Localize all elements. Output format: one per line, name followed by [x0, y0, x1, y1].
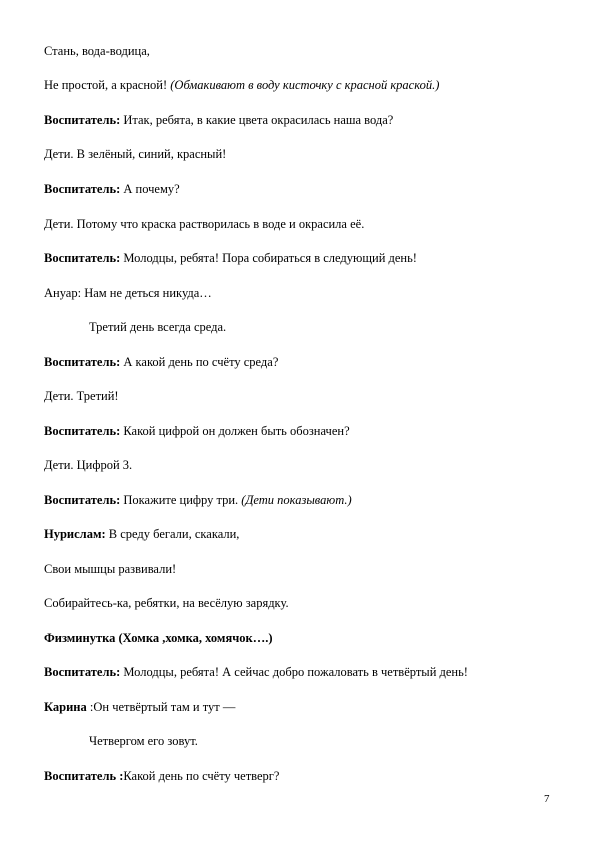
speaker: Карина [44, 700, 87, 714]
text-line: Дети. Цифрой 3. [44, 458, 133, 472]
speaker: Воспитатель: [44, 113, 121, 127]
text-line: Ануар: Нам не деться никуда… [44, 286, 212, 300]
dialogue-line: Воспитатель: А почему? [44, 182, 180, 196]
section-heading: Физминутка (Хомка ,хомка, хомячок….) [44, 631, 273, 645]
speaker: Воспитатель: [44, 251, 121, 265]
stage-direction: (Дети показывают.) [241, 493, 352, 507]
dialogue-line: Воспитатель: Покажите цифру три. (Дети показывают.) [44, 493, 352, 507]
dialogue-line: Воспитатель: Молодцы, ребята! А сейчас добро пожаловать в четвёртый день! [44, 665, 468, 679]
text-line: Четвергом его зовут. [89, 734, 198, 748]
text-line: Стань, вода-водица, [44, 44, 150, 58]
text-line: Собирайтесь-ка, ребятки, на весёлую зарядку. [44, 596, 289, 610]
dialogue-line: Воспитатель: А какой день по счёту среда? [44, 355, 279, 369]
speaker: Воспитатель: [44, 665, 121, 679]
stage-direction: (Обмакивают в воду кисточку с красной краской.) [170, 78, 440, 92]
page-number: 7 [544, 793, 550, 805]
speaker: Воспитатель: [44, 355, 121, 369]
dialogue-line: Карина :Он четвёртый там и тут — [44, 700, 236, 714]
text-line: Дети. Потому что краска растворилась в воде и окрасила её. [44, 217, 365, 231]
text-line: Третий день всегда среда. [89, 320, 227, 334]
text-line: Дети. В зелёный, синий, красный! [44, 147, 227, 161]
dialogue-line: Воспитатель :Какой день по счёту четверг? [44, 769, 280, 783]
speaker: Воспитатель: [44, 493, 121, 507]
speaker: Воспитатель: [44, 182, 121, 196]
text-line: Не простой, а красной! (Обмакивают в воду кисточку с красной краской.) [44, 78, 440, 92]
text-line: Свои мышцы развивали! [44, 562, 177, 576]
dialogue-line: Воспитатель: Молодцы, ребята! Пора собираться в следующий день! [44, 251, 417, 265]
speaker: Воспитатель: [44, 424, 121, 438]
dialogue-line: Воспитатель: Какой цифрой он должен быть обозначен? [44, 424, 350, 438]
dialogue-line: Воспитатель: Итак, ребята, в какие цвета окрасилась наша вода? [44, 113, 394, 127]
text-line: Дети. Третий! [44, 389, 119, 403]
speaker: Нурислам: [44, 527, 106, 541]
dialogue-line: Нурислам: В среду бегали, скакали, [44, 527, 240, 541]
speaker: Воспитатель : [44, 769, 124, 783]
